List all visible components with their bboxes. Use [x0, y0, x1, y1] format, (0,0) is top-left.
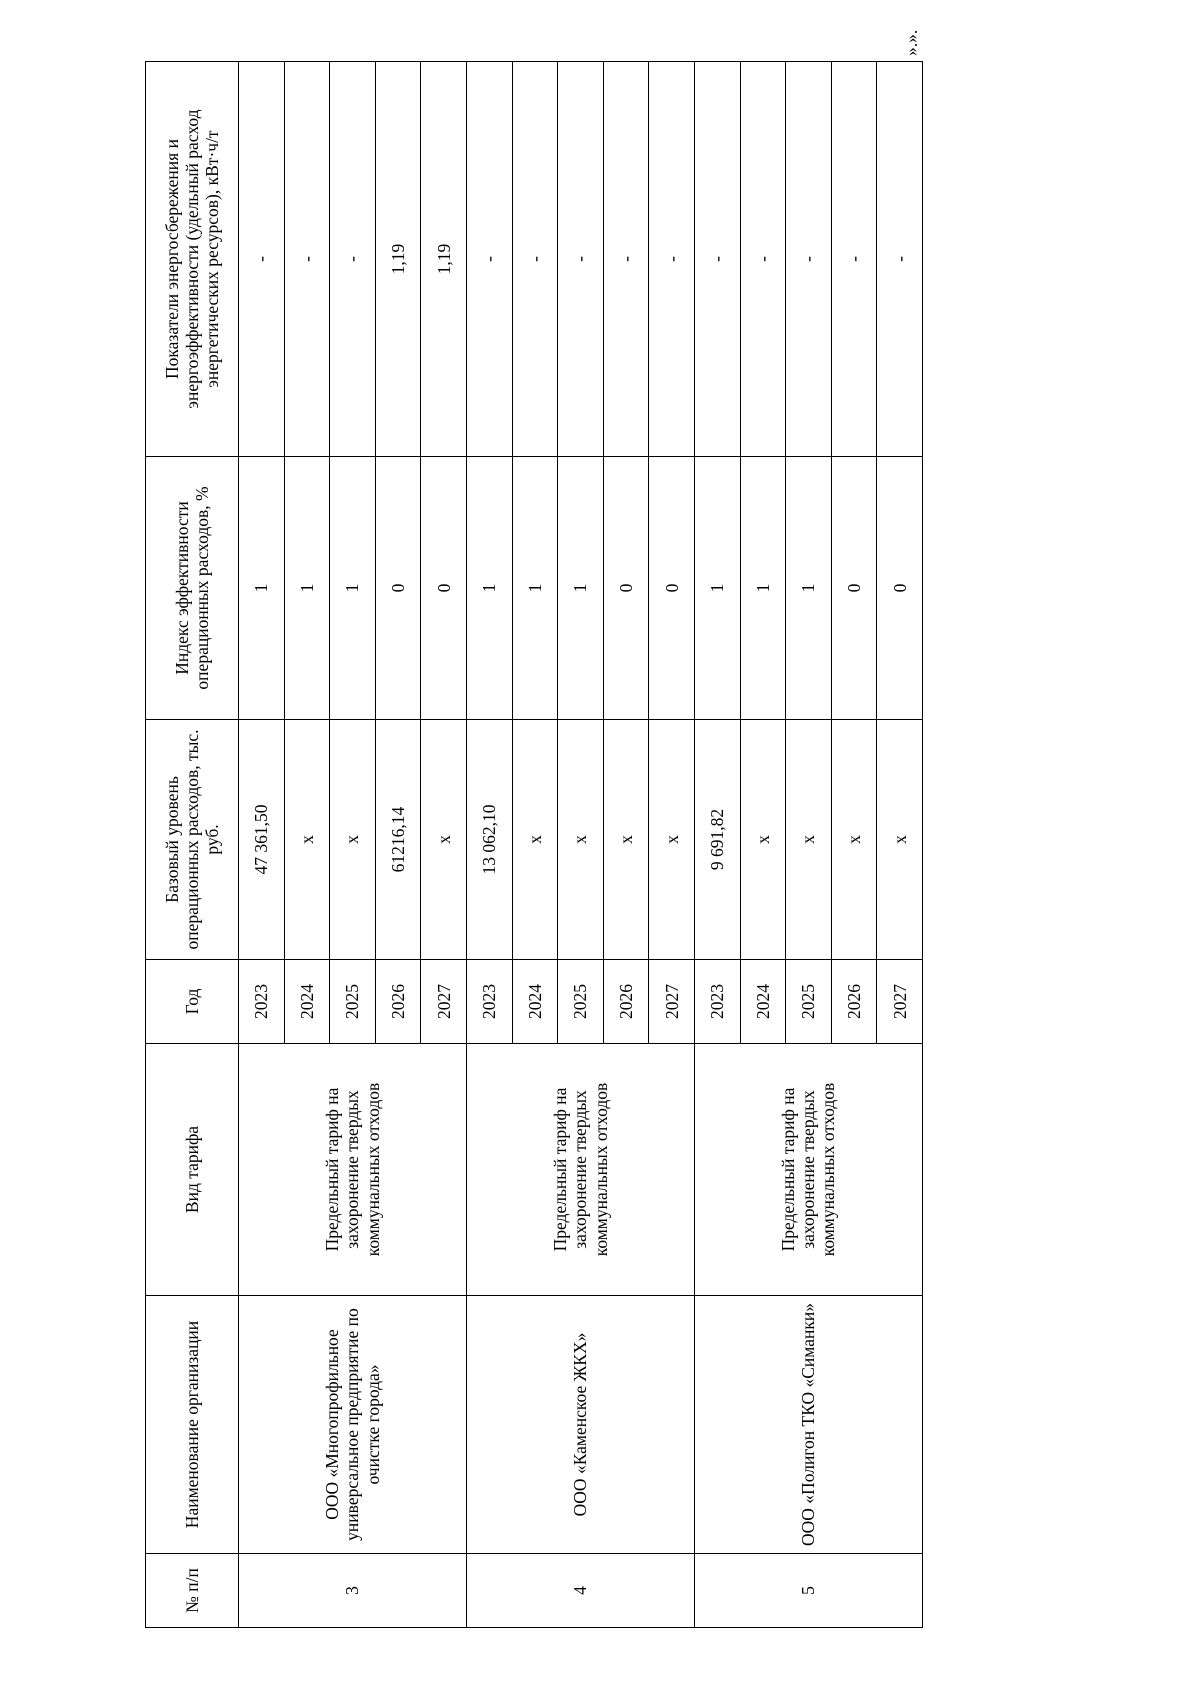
- tariff-table: [145, 61, 923, 1628]
- col-header-org: Наименование организации: [146, 1296, 239, 1554]
- index-cell: 1: [786, 457, 832, 720]
- row-num: 5: [694, 1554, 922, 1628]
- year-cell: 2027: [421, 960, 467, 1044]
- base-cell: x: [831, 720, 877, 960]
- table-row: [694, 62, 740, 1628]
- col-header-num: № п/п: [146, 1554, 239, 1628]
- tariff-type: Предельный тариф на захоронение твердых коммунальных отходов: [239, 1044, 467, 1296]
- index-cell: 0: [831, 457, 877, 720]
- index-cell: 1: [558, 457, 604, 720]
- index-cell: 1: [466, 457, 512, 720]
- base-cell: 9 691,82: [694, 720, 740, 960]
- base-cell: x: [786, 720, 832, 960]
- year-cell: 2023: [466, 960, 512, 1044]
- col-header-tariff: Вид тарифа: [146, 1044, 239, 1296]
- energy-cell: -: [603, 62, 649, 457]
- col-header-year: Год: [146, 960, 239, 1044]
- year-cell: 2025: [558, 960, 604, 1044]
- table-row: [466, 62, 512, 1628]
- row-num: 3: [239, 1554, 467, 1628]
- index-cell: 0: [603, 457, 649, 720]
- header-row: [146, 62, 239, 1628]
- col-header-energy: Показатели энергосбережения и энергоэффективности (удельный расход энергетических ресурсов), кВт·ч/т: [146, 62, 239, 457]
- tariff-type: Предельный тариф на захоронение твердых коммунальных отходов: [466, 1044, 694, 1296]
- base-cell: x: [330, 720, 376, 960]
- energy-cell: -: [649, 62, 695, 457]
- year-cell: 2026: [831, 960, 877, 1044]
- index-cell: 1: [740, 457, 786, 720]
- col-header-base: Базовый уровень операционных расходов, тыс. руб.: [146, 720, 239, 960]
- energy-cell: -: [694, 62, 740, 457]
- base-cell: x: [603, 720, 649, 960]
- org-name: ООО «Полигон ТКО «Симанки»: [694, 1296, 922, 1554]
- year-cell: 2025: [330, 960, 376, 1044]
- energy-cell: -: [512, 62, 558, 457]
- col-header-index: Индекс эффективности операционных расходов, %: [146, 457, 239, 720]
- base-cell: x: [421, 720, 467, 960]
- index-cell: 0: [375, 457, 421, 720]
- tariff-type: Предельный тариф на захоронение твердых коммунальных отходов: [694, 1044, 922, 1296]
- year-cell: 2027: [877, 960, 923, 1044]
- base-cell: x: [649, 720, 695, 960]
- energy-cell: -: [558, 62, 604, 457]
- index-cell: 1: [694, 457, 740, 720]
- index-cell: 1: [239, 457, 285, 720]
- base-cell: 47 361,50: [239, 720, 285, 960]
- energy-cell: -: [740, 62, 786, 457]
- year-cell: 2026: [375, 960, 421, 1044]
- index-cell: 1: [330, 457, 376, 720]
- year-cell: 2024: [740, 960, 786, 1044]
- base-cell: 61216,14: [375, 720, 421, 960]
- energy-cell: -: [877, 62, 923, 457]
- energy-cell: 1,19: [375, 62, 421, 457]
- year-cell: 2026: [603, 960, 649, 1044]
- energy-cell: -: [466, 62, 512, 457]
- base-cell: 13 062,10: [466, 720, 512, 960]
- row-num: 4: [466, 1554, 694, 1628]
- org-name: ООО «Каменское ЖКХ»: [466, 1296, 694, 1554]
- energy-cell: -: [284, 62, 330, 457]
- index-cell: 0: [877, 457, 923, 720]
- year-cell: 2023: [694, 960, 740, 1044]
- closing-quote-text: ».».: [901, 29, 921, 56]
- year-cell: 2023: [239, 960, 285, 1044]
- index-cell: 0: [421, 457, 467, 720]
- energy-cell: -: [786, 62, 832, 457]
- energy-cell: -: [239, 62, 285, 457]
- table-row: [239, 62, 285, 1628]
- energy-cell: -: [831, 62, 877, 457]
- year-cell: 2025: [786, 960, 832, 1044]
- index-cell: 1: [512, 457, 558, 720]
- year-cell: 2024: [512, 960, 558, 1044]
- index-cell: 1: [284, 457, 330, 720]
- org-name: ООО «Многопрофильное универсальное предприятие по очистке города»: [239, 1296, 467, 1554]
- base-cell: x: [284, 720, 330, 960]
- energy-cell: -: [330, 62, 376, 457]
- base-cell: x: [558, 720, 604, 960]
- energy-cell: 1,19: [421, 62, 467, 457]
- index-cell: 0: [649, 457, 695, 720]
- base-cell: x: [740, 720, 786, 960]
- base-cell: x: [877, 720, 923, 960]
- year-cell: 2024: [284, 960, 330, 1044]
- rotated-page: [145, 29, 921, 1628]
- base-cell: x: [512, 720, 558, 960]
- year-cell: 2027: [649, 960, 695, 1044]
